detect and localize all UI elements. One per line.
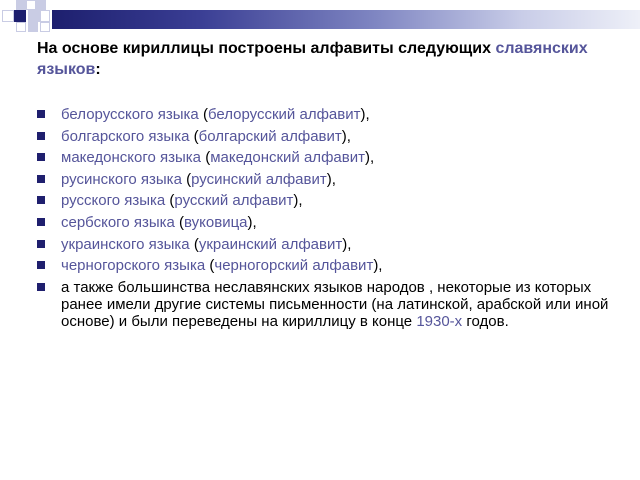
list-item <box>37 279 617 330</box>
list-item <box>37 236 617 253</box>
bullet-square-icon <box>37 153 45 161</box>
paren-open: ( <box>201 149 211 167</box>
decor-square <box>36 0 46 10</box>
paren-open: ( <box>181 170 192 188</box>
paren-open: ( <box>205 257 215 275</box>
paren-close: ), <box>364 149 375 167</box>
paren-open: ( <box>198 106 208 123</box>
decor-square <box>14 10 26 22</box>
decor-square <box>28 10 40 22</box>
title-text: На основе кириллицы построены алфавиты следующих <box>37 40 496 57</box>
title-link-slavic-languages[interactable]: славянских языков <box>37 40 588 78</box>
decor-square <box>26 0 36 10</box>
paren-close: ), <box>341 127 351 145</box>
alphabet-link[interactable]: украинский алфавит <box>198 235 343 253</box>
language-link[interactable]: черногорского языка <box>61 257 206 275</box>
paren-open: ( <box>165 192 175 210</box>
alphabet-link[interactable]: вуковица <box>184 213 248 231</box>
paren-close: ), <box>326 170 336 188</box>
list-item <box>37 214 617 231</box>
header-decoration <box>0 0 640 40</box>
paren-open: ( <box>189 127 199 145</box>
language-link[interactable]: русинского языка <box>61 170 182 188</box>
language-link[interactable]: белорусского языка <box>61 106 199 123</box>
header-gradient-bar <box>52 10 640 29</box>
language-link[interactable]: сербского языка <box>61 213 175 231</box>
non-slavic-text: а также большинства неславянских языков народов , некоторые из которых ранее имели другие системы письменности (на латинской, арабской или иной основе) и были переведены на кириллицу в конце <box>61 278 609 330</box>
paren-close: ), <box>293 192 303 210</box>
bullet-square-icon <box>37 283 45 291</box>
decade-link-1930s[interactable]: 1930-х <box>416 312 463 330</box>
list-item <box>37 106 617 123</box>
alphabet-link[interactable]: болгарский алфавит <box>198 127 342 145</box>
decor-square <box>40 10 50 22</box>
decor-square <box>28 22 38 32</box>
alphabet-link[interactable]: русский алфавит <box>174 192 294 210</box>
slide-title <box>37 38 617 80</box>
bullet-square-icon <box>37 240 45 248</box>
paren-close: ), <box>360 106 370 123</box>
alphabet-link[interactable]: белорусский алфавит <box>207 106 361 123</box>
bullet-square-icon <box>37 218 45 226</box>
list-item <box>37 149 617 166</box>
list-item <box>37 128 617 145</box>
alphabet-link[interactable]: русинский алфавит <box>191 170 327 188</box>
bullet-square-icon <box>37 110 45 118</box>
title-colon: : <box>95 61 101 78</box>
decor-square <box>2 10 14 22</box>
bullet-square-icon <box>37 261 45 269</box>
paren-open: ( <box>189 235 199 253</box>
non-slavic-text-end: годов. <box>462 312 509 330</box>
language-link[interactable]: украинского языка <box>61 235 190 253</box>
language-link[interactable]: русского языка <box>61 192 166 210</box>
paren-close: ), <box>342 235 352 253</box>
alphabet-link[interactable]: черногорский алфавит <box>214 257 374 275</box>
bullet-square-icon <box>37 175 45 183</box>
alphabet-list <box>37 106 617 334</box>
paren-close: ), <box>247 213 257 231</box>
bullet-square-icon <box>37 196 45 204</box>
list-item <box>37 171 617 188</box>
decor-square <box>40 22 50 32</box>
language-link[interactable]: македонского языка <box>61 149 202 167</box>
language-link[interactable]: болгарского языка <box>61 127 190 145</box>
decor-square <box>16 22 26 32</box>
list-item <box>37 257 617 274</box>
bullet-square-icon <box>37 132 45 140</box>
paren-close: ), <box>373 257 383 275</box>
decor-square <box>16 0 26 10</box>
list-item <box>37 192 617 209</box>
paren-open: ( <box>174 213 185 231</box>
alphabet-link[interactable]: македонский алфавит <box>210 149 365 167</box>
